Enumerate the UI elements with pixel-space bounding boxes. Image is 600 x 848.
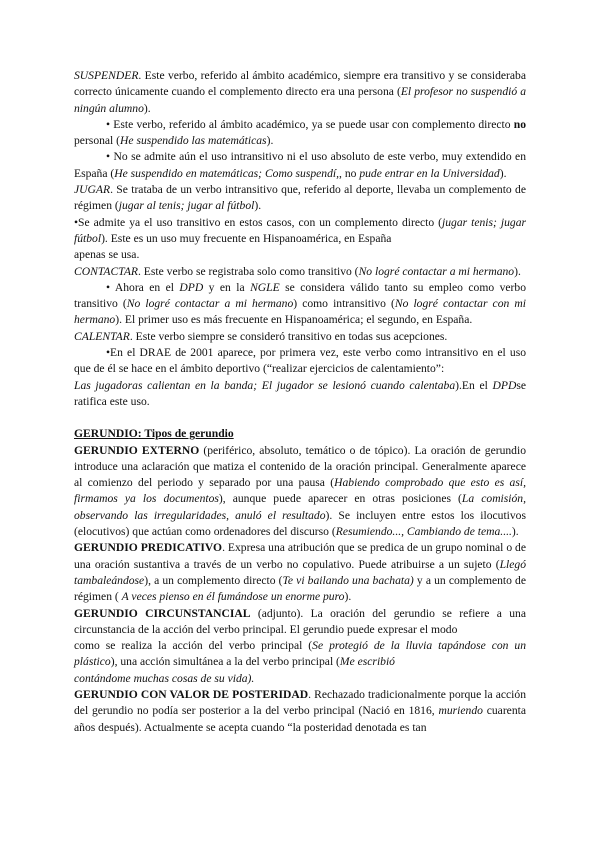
calentar-bullet-1: •En el DRAE de 2001 aparece, por primera vez, este verbo como intransitivo en el uso que de él se hace en el ámbito deportivo (“realizar ejercicios de calentamiento”: <box>74 346 526 376</box>
jugar-continuation: apenas se usa. <box>74 248 140 262</box>
suspender-bullet-2: • No se admite aún el uso intransitivo ni el uso absoluto de este verbo, muy extendido en España (He suspendido en matemáticas; Como suspendí,, no pude entrar en la Universidad). <box>74 150 526 180</box>
example: A veces pienso en él fumándose un enorme puro <box>121 590 345 604</box>
example: Me escribió <box>339 655 395 669</box>
gerundio-circunstancial-paragraph: GERUNDIO CIRCUNSTANCIAL (adjunto). La oración del gerundio se refiere a una circunstancia de la acción del verbo principal. El gerundio puede expresar el modo <box>74 606 526 636</box>
jugar-bullet-1: •Se admite ya el uso transitivo en estos casos, con un complemento directo (jugar tenis; jugar fútbol). Este es un uso muy frecuente en Hispanoamérica, en España <box>74 215 526 245</box>
example: La comisión, observando las irregularidades, anuló el resultado <box>74 492 527 522</box>
example: pude entrar en la Universidad <box>359 166 500 180</box>
example: He suspendido las matemáticas <box>120 134 267 148</box>
gerundio-heading: GERUNDIO: Tipos de gerundio <box>74 427 234 441</box>
calentar-paragraph: CALENTAR. Este verbo siempre se consideró transitivo en todas sus acepciones. <box>74 329 448 343</box>
calentar-term: CALENTAR <box>74 329 130 343</box>
jugar-term: JUGAR <box>74 183 111 197</box>
suspender-term: SUSPENDER <box>74 69 139 82</box>
example: Te vi bailando una bachata) <box>282 573 414 587</box>
gerundio-posteridad-term: GERUNDIO CON VALOR DE POSTERIDAD <box>74 687 309 701</box>
example: He suspendido en matemáticas; Como suspendí, <box>114 166 340 180</box>
suspender-bullet-1: • Este verbo, referido al ámbito académico, ya se puede usar con complemento directo no personal (He suspendido las matemáticas). <box>74 117 526 148</box>
example: No logré contactar a mi hermano <box>126 297 294 311</box>
gerundio-externo-term: GERUNDIO EXTERNO <box>74 443 200 457</box>
example: No logré contactar con mi hermano <box>74 297 526 327</box>
gerundio-circunstancial-example-line <box>74 671 526 687</box>
example: El profesor no suspendió a ningún alumno <box>74 85 526 115</box>
example: jugar al tenis; jugar al fútbol <box>118 199 255 213</box>
contactar-bullet-1: • Ahora en el DPD y en la NGLE se considera válido tanto su empleo como verbo transitivo (No logré contactar a mi hermano) como intransitivo (No logré contactar con mi hermano). El primer uso es más frecuente en Hispanoamérica; el segundo, en España. <box>74 280 526 327</box>
document-page <box>74 68 526 736</box>
example: muriendo <box>438 704 483 718</box>
gerundio-predicativo-term: GERUNDIO PREDICATIVO <box>74 541 223 555</box>
contactar-term: CONTACTAR <box>74 264 138 278</box>
example: Habiendo comprobado que esto es así, firmamos ya los documentos <box>74 476 526 506</box>
example: jugar tenis; jugar fútbol <box>74 215 526 245</box>
gerundio-circunstancial-term: GERUNDIO CIRCUNSTANCIAL <box>74 606 251 620</box>
gerundio-circunstancial-continuation: como se realiza la acción del verbo principal (Se protegió de la lluvia tapándose con un plástico), una acción simultánea a la del verbo principal (Me escribió <box>74 639 526 669</box>
suspender-paragraph: SUSPENDER. Este verbo, referido al ámbito académico, siempre era transitivo y se consideraba correcto únicamente cuando el complemento directo era una persona (El profesor no suspendió a ningún alumno). <box>74 69 526 115</box>
gerundio-externo-paragraph: GERUNDIO EXTERNO (periférico, absoluto, temático o de tópico). La oración de gerundio introduce una aclaración que matiza el contenido de la oración principal. Generalmente aparece al comienzo del periodo y separado por una pausa (Habiendo comprobado que esto es así, firmamos ya los documentos), aunque puede aparecer en otras posiciones (La comisión, observando las irregularidades, anuló el resultado). Se incluyen entre estos los ilocutivos (elocutivos) que actúan como ordenadores del discurso (Resumiendo..., Cambiando de tema....). <box>74 443 527 539</box>
example: Llegó tambaleándose <box>74 557 526 587</box>
gerundio-predicativo-paragraph: GERUNDIO PREDICATIVO. Expresa una atribución que se predica de un grupo nominal o de una oración sustantiva a través de un verbo no copulativo. Puede atribuirse a un sujeto (Llegó tambaleándose), a un complemento directo (Te vi bailando una bachata) y a un complemento de régimen ( A veces pienso en él fumándose un enorme puro). <box>74 541 526 604</box>
jugar-paragraph: JUGAR. Se trataba de un verbo intransitivo que, referido al deporte, llevaba un complemento de régimen (jugar al tenis; jugar al fútbol). <box>74 183 526 213</box>
section-spacer <box>74 410 526 426</box>
example: Se protegió de la lluvia tapándose con un plástico <box>74 639 526 669</box>
example: Resumiendo..., Cambiando de tema.... <box>335 525 512 539</box>
example: contándome muchas cosas de su vida). <box>74 671 255 685</box>
calentar-example-line: Las jugadoras calientan en la banda; El jugador se lesionó cuando calentaba).En el DPDse ratifica este uso. <box>74 378 526 408</box>
example: No logré contactar a mi hermano <box>358 264 515 278</box>
example: Las jugadoras calientan en la banda; El jugador se lesionó cuando calentaba <box>74 378 456 392</box>
gerundio-posteridad-paragraph: GERUNDIO CON VALOR DE POSTERIDAD. Rechazado tradicionalmente porque la acción del gerundio no podía ser posterior a la del verbo principal (Nació en 1816, muriendo cuarenta años después). Actualmente se acepta cuando “la posteridad denotada es tan <box>74 687 526 734</box>
contactar-paragraph: CONTACTAR. Este verbo se registraba solo como transitivo (No logré contactar a mi hermano). <box>74 264 521 278</box>
